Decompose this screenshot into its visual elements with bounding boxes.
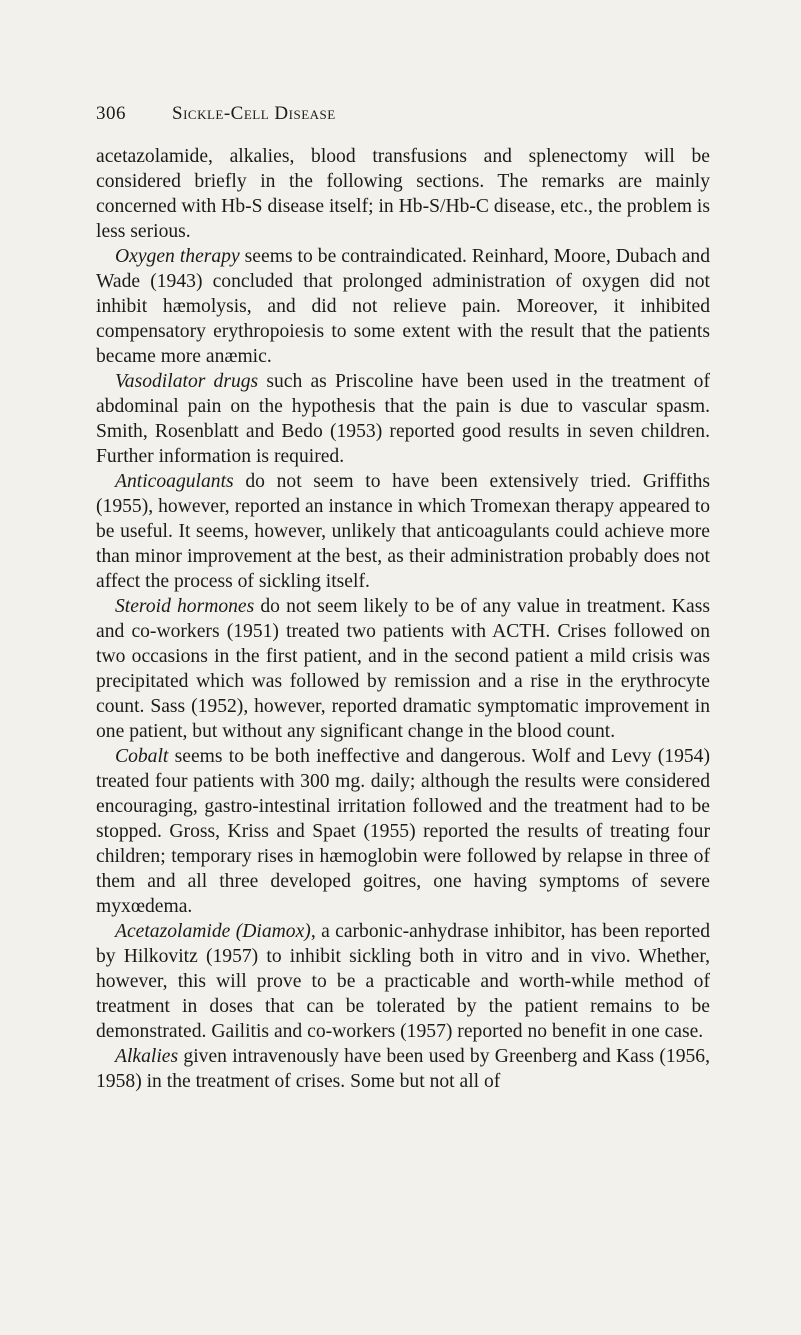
- paragraph-steroid-hormones: [96, 594, 710, 744]
- paragraph-cobalt: [96, 744, 710, 919]
- paragraph-oxygen-therapy: [96, 244, 710, 369]
- paragraph-lead: Oxygen therapy: [115, 246, 240, 267]
- paragraph-lead: Vasodilator drugs: [115, 371, 259, 392]
- body-text: [96, 144, 710, 1094]
- paragraph-text: seems to be contraindicated. Reinhard, Moore, Dubach and Wade (1943) concluded that prolonged administration of oxygen did not inhibit hæmolysis, and did not relieve pain. Moreover, it inhibited compensatory erythropoiesis to some extent with the result that the patients became more anæmic.: [96, 246, 710, 367]
- paragraph-text: given intravenously have been used by Greenberg and Kass (1956, 1958) in the treatment of crises. Some but not all of: [96, 1046, 710, 1092]
- paragraph-text: do not seem to have been extensively tried. Griffiths (1955), however, reported an instance in which Tromexan therapy appeared to be useful. It seems, however, unlikely that anticoagulants could achieve more than minor improvement at the best, as their administration probably does not affect the process of sickling itself.: [96, 471, 710, 592]
- paragraph-text: , a carbonic-anhydrase inhibitor, has been reported by Hilkovitz (1957) to inhibit sickling both in vitro and in vivo. Whether, however, this will prove to be a practicable and worth-while method of treatment in doses that can be tolerated by the patient remains to be demonstrated. Gailitis and co-workers (1957) reported no benefit in one case.: [96, 921, 710, 1042]
- paragraph-text: seems to be both ineffective and dangerous. Wolf and Levy (1954) treated four patients with 300 mg. daily; although the results were considered encouraging, gastro-intestinal irritation followed and the treatment had to be stopped. Gross, Kriss and Spaet (1955) reported the results of treating four children; temporary rises in hæmoglobin were followed by relapse in three of them and all three developed goitres, one having symptoms of severe myxœdema.: [96, 746, 710, 917]
- paragraph-lead: Acetazolamide (Diamox): [115, 921, 311, 942]
- paragraph-anticoagulants: [96, 469, 710, 594]
- paragraph-lead: Anticoagulants: [115, 471, 234, 492]
- paragraph-vasodilator-drugs: [96, 369, 710, 469]
- paragraph-text: such as Priscoline have been used in the treatment of abdominal pain on the hypothesis that the pain is due to vascular spasm. Smith, Rosenblatt and Bedo (1953) reported good results in seven children. Further information is required.: [96, 371, 710, 467]
- paragraph-text: acetazolamide, alkalies, blood transfusions and splenectomy will be considered briefly in the following sections. The remarks are mainly concerned with Hb-S disease itself; in Hb-S/Hb-C disease, etc., the problem is less serious.: [96, 146, 710, 242]
- paragraph-intro: [96, 144, 710, 244]
- running-title: Sickle-Cell Disease: [172, 103, 336, 124]
- paragraph-lead: Steroid hormones: [115, 596, 255, 617]
- paragraph-lead: Cobalt: [115, 746, 169, 767]
- paragraph-alkalies: [96, 1044, 710, 1094]
- paragraph-text: do not seem likely to be of any value in treatment. Kass and co-workers (1951) treated two patients with ACTH. Crises followed on two occasions in the first patient, and in the second patient a mild crisis was precipitated which was followed by remission and a rise in the erythrocyte count. Sass (1952), however, reported dramatic symptomatic improvement in one patient, but without any significant change in the blood count.: [96, 596, 710, 742]
- page-number: 306: [96, 103, 126, 124]
- running-header: [96, 103, 706, 125]
- paragraph-lead: Alkalies: [115, 1046, 179, 1067]
- paragraph-acetazolamide: [96, 919, 710, 1044]
